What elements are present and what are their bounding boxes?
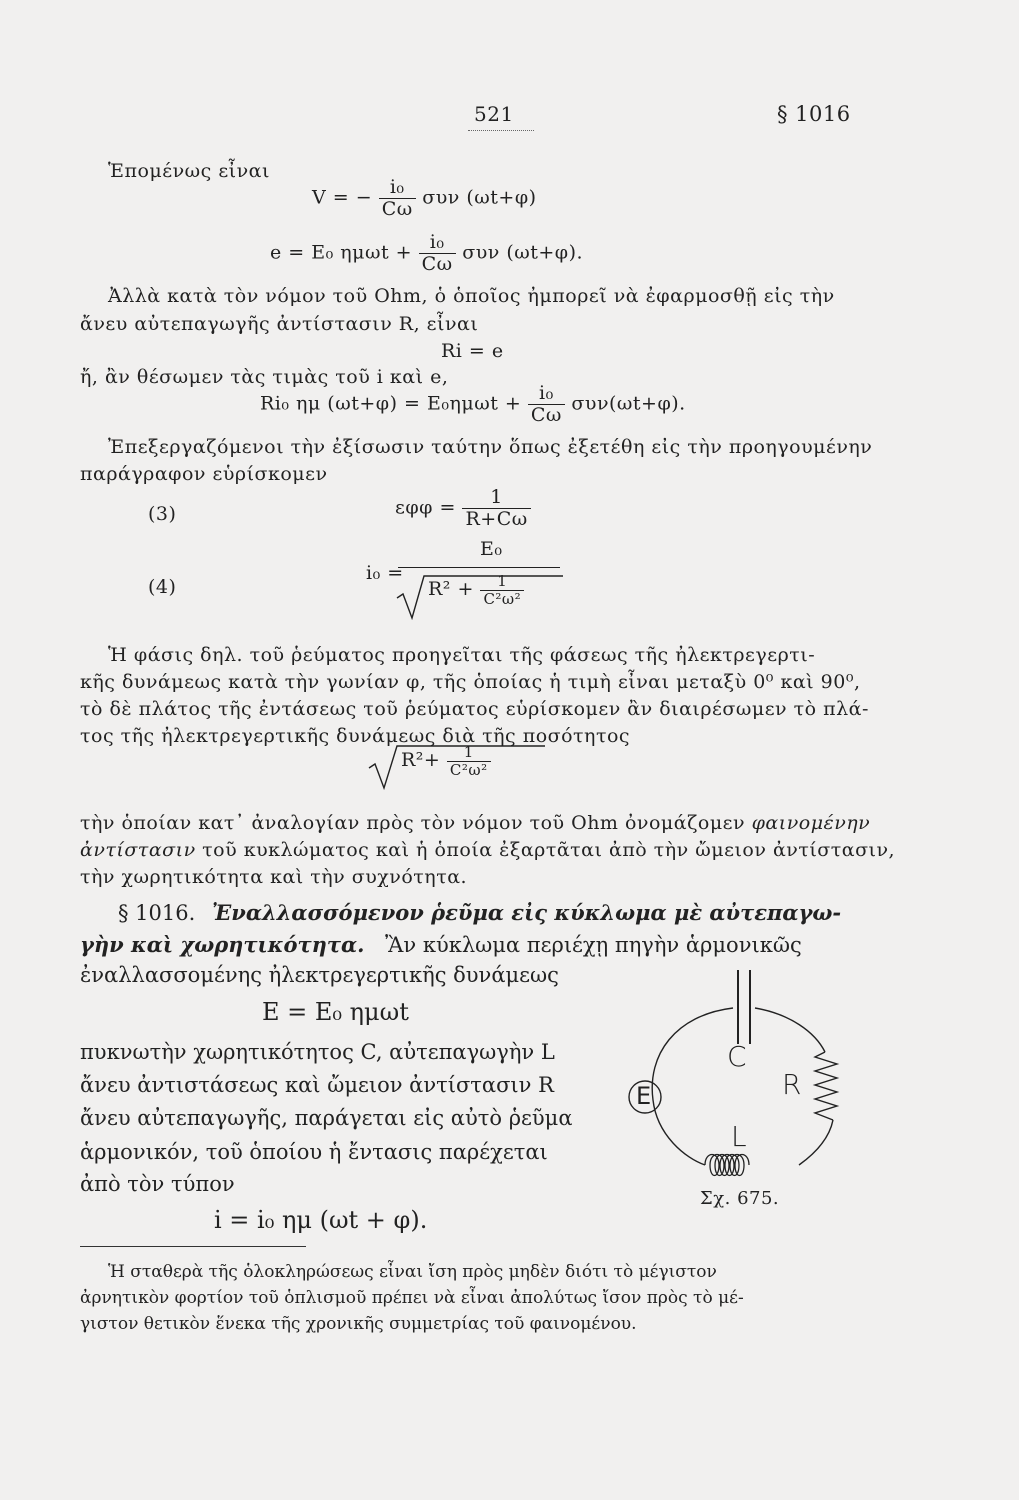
circuit-diagram	[615, 960, 855, 1190]
paragraph-impedance-1	[80, 812, 870, 834]
quantity-a: R²+	[401, 749, 441, 771]
equation-E: E = E₀ ημωt	[262, 998, 409, 1026]
equation-v	[312, 177, 537, 220]
footnote-line-2: ἀρνητικὸν φορτίον τοῦ ὁπλισμοῦ πρέπει νὰ εἶναι ἀπολύτως ἴσον πρὸς τὸ μέ-	[80, 1288, 744, 1308]
eq3-fraction: $\frac{1}{R+C\omega}$	[462, 487, 530, 530]
section-text-6: ἁρμονικόν, τοῦ ὁποίου ἡ ἔντασις παρέχεται	[80, 1140, 548, 1164]
impedance-term-2: ἀντίστασιν	[80, 839, 196, 861]
footnote-line-3: γιστον θετικὸν ἕνεκα τῆς χρονικῆς συμμετρίας τοῦ φαινομένου.	[80, 1314, 637, 1334]
paragraph-ohm-2: ἄνευ αὐτεπαγωγῆς ἀντίστασιν R, εἶναι	[80, 313, 479, 335]
impedance-text-1: τὴν ὁποίαν κατ᾽ ἀναλογίαν πρὸς τὸν νόμον τοῦ Ohm ὀνομάζομεν	[80, 812, 746, 834]
eq3-lhs: εφφ =	[395, 496, 456, 519]
page-number-underline	[468, 130, 534, 131]
eq4-radicand-a: R² +	[428, 578, 474, 600]
eq4-fraction-bar	[398, 567, 560, 568]
section-title-1: Ἐναλλασσόμενον ῥεῦμα εἰς κύκλωμα μὲ αὐτεπαγω-	[211, 900, 842, 925]
section-text-7: ἀπὸ τὸν τύπον	[80, 1172, 235, 1196]
eq4-lhs: i₀ =	[366, 562, 404, 584]
figure-label-l: L	[731, 1120, 747, 1153]
equation-e	[270, 232, 583, 275]
section-heading	[118, 900, 841, 925]
paragraph-values: ἤ, ἂν θέσωμεν τὰς τιμὰς τοῦ i καὶ e,	[80, 366, 449, 388]
circuit-wire	[652, 1008, 733, 1165]
section-number: § 1016.	[118, 901, 196, 925]
circuit-wire-right	[755, 1008, 825, 1052]
eq-long-rhs: συν(ωt+φ).	[571, 392, 686, 415]
figure-label-r: R	[782, 1068, 802, 1101]
eq-long-lhs: Ri₀ ημ (ωt+φ) = E₀ημωt +	[260, 392, 522, 415]
paragraph-impedance-2	[80, 839, 895, 861]
eq4-radicand	[428, 573, 524, 607]
paragraph-phase-1: Ἡ φάσις δηλ. τοῦ ῥεύματος προηγεῖται τῆς φάσεως τῆς ἠλεκτρεγερτι-	[108, 644, 816, 666]
eq3-label: (3)	[148, 503, 177, 525]
paragraph-impedance-3: τὴν χωρητικότητα καὶ τὴν συχνότητα.	[80, 866, 468, 888]
resistor-zigzag	[815, 1052, 837, 1120]
eq-e-lhs: e = E₀ ημωt +	[270, 241, 413, 264]
paragraph-work-1: Ἐπεξεργαζόμενοι τὴν ἐξίσωσιν ταύτην ὅπως ἐξετέθη εἰς τὴν προηγουμένην	[108, 436, 873, 458]
section-text-2: ἐναλλασσομένης ἠλεκτρεγερτικῆς δυνάμεως	[80, 963, 559, 987]
footnote-line-1: Ἡ σταθερὰ τῆς ὁλοκληρώσεως εἶναι ἴση πρὸς μηδὲν διότι τὸ μέγιστον	[108, 1262, 717, 1282]
eq-long-fraction: $\frac{\text{i₀}}{C\omega}$	[528, 383, 565, 426]
eq-e-fraction: $\frac{\text{i₀}}{C\omega}$	[419, 232, 456, 275]
section-title-2: γὴν καὶ χωρητικότητα.	[80, 932, 365, 957]
footnote-rule	[80, 1246, 306, 1247]
figure-caption: Σχ. 675.	[700, 1188, 780, 1209]
eq-v-lhs: V = −	[312, 186, 373, 209]
equation-long	[260, 383, 686, 426]
paragraph-phase-2: κῆς δυνάμεως κατὰ τὴν γωνίαν φ, τῆς ὁποίας ἡ τιμὴ εἶναι μεταξὺ 0⁰ καὶ 90⁰,	[80, 671, 861, 693]
section-heading-2	[80, 932, 802, 957]
figure-label-c: C	[727, 1040, 747, 1073]
equation-3	[395, 487, 531, 530]
page-number: 521	[474, 102, 514, 126]
impedance-text-2: τοῦ κυκλώματος καὶ ἡ ὁποία ἐξαρτᾶται ἀπὸ τὴν ὤμειον ἀντίστασιν,	[202, 839, 896, 861]
quantity-radicand	[401, 744, 491, 778]
quantity-fraction: $\frac{1}{\text{C²ω²}}$	[447, 744, 491, 778]
section-text-4: ἄνευ ἀντιστάσεως καὶ ὤμειον ἀντίστασιν R	[80, 1073, 554, 1097]
section-text-1: Ἂν κύκλωμα περιέχῃ πηγὴν ἁρμονικῶς	[385, 933, 802, 957]
paragraph-ohm-1: Ἀλλὰ κατὰ τὸν νόμον τοῦ Ohm, ὁ ὁποῖος ἠμπορεῖ νὰ ἐφαρμοσθῇ εἰς τὴν	[108, 285, 835, 307]
circuit-wire-bottom	[799, 1120, 833, 1165]
equation-i: i = i₀ ημ (ωt + φ).	[214, 1206, 428, 1234]
eq-e-rhs: συν (ωt+φ).	[462, 241, 584, 264]
eq4-radicand-fraction: $\frac{1}{\text{C²ω²}}$	[480, 573, 524, 607]
paragraph-work-2: παράγραφον εὑρίσκομεν	[80, 463, 328, 485]
inductor-coil	[705, 1155, 749, 1176]
eq4-label: (4)	[148, 576, 177, 598]
eq-v-rhs: συν (ωt+φ)	[422, 186, 537, 209]
paragraph-phase-4: τος τῆς ἠλεκτρεγερτικῆς δυνάμεως διὰ τῆς ποσότητος	[80, 725, 631, 747]
eq-v-fraction: $\frac{\text{i₀}}{C\omega}$	[379, 177, 416, 220]
paragraph-phase-3: τὸ δὲ πλάτος τῆς ἐντάσεως τοῦ ῥεύματος εὑρίσκομεν ἂν διαιρέσωμεν τὸ πλά-	[80, 698, 869, 720]
section-text-3: πυκνωτὴν χωρητικότητος C, αὐτεπαγωγὴν L	[80, 1040, 555, 1064]
intro-text: Ἑπομένως εἶναι	[108, 160, 270, 182]
section-text-5: ἄνευ αὐτεπαγωγῆς, παράγεται εἰς αὐτὸ ῥεῦμα	[80, 1106, 573, 1130]
impedance-term-1: φαινομένην	[751, 812, 871, 834]
eq4-numerator: E₀	[480, 538, 503, 560]
figure-label-e: E	[636, 1082, 652, 1110]
section-ref: § 1016	[777, 102, 851, 126]
equation-ri: Ri = e	[441, 340, 504, 362]
